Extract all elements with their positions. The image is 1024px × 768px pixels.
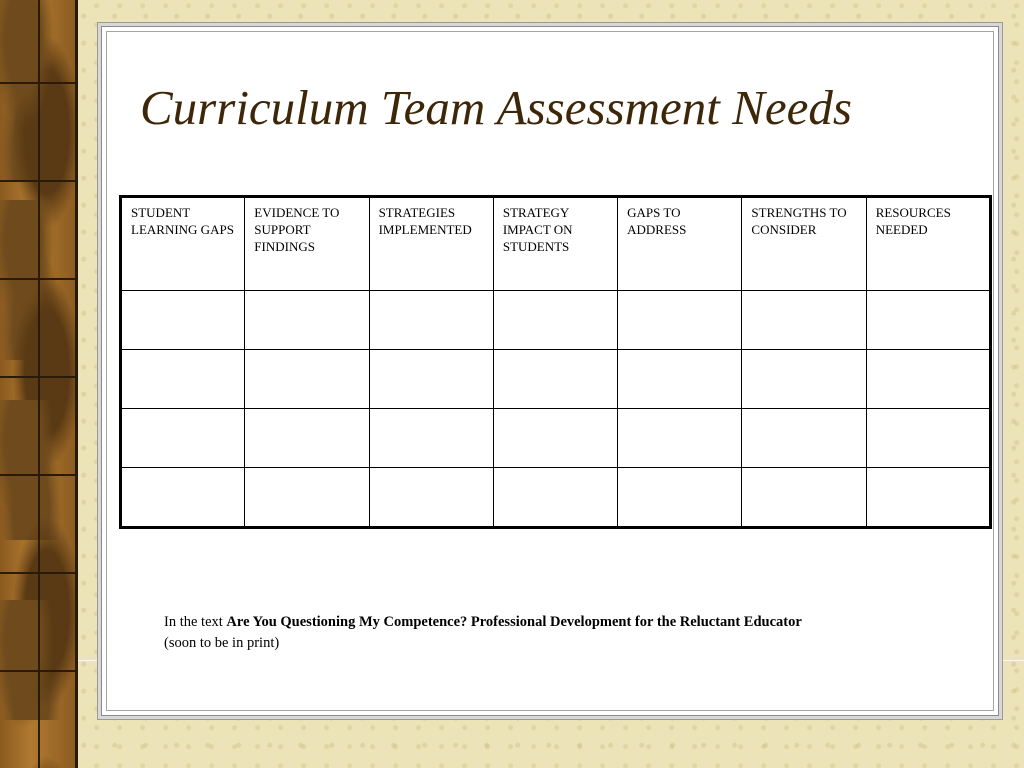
column-header-strategy-impact: STRATEGY IMPACT ON STUDENTS [493, 197, 617, 291]
table-cell [618, 350, 742, 409]
table-cell [121, 409, 245, 468]
table-row [121, 350, 991, 409]
table-cell [493, 291, 617, 350]
table-cell [369, 409, 493, 468]
table-cell [369, 468, 493, 528]
table-cell [618, 409, 742, 468]
table-cell [742, 291, 866, 350]
column-header-evidence: EVIDENCE TO SUPPORT FINDINGS [245, 197, 369, 291]
marble-edge-line [75, 0, 78, 768]
assessment-table [119, 195, 992, 529]
slide-title: Curriculum Team Assessment Needs [140, 80, 852, 135]
table-cell [245, 468, 369, 528]
table-cell [742, 468, 866, 528]
marble-divider-line [38, 0, 40, 768]
table-cell [245, 350, 369, 409]
table-cell [121, 350, 245, 409]
table-cell [369, 350, 493, 409]
table-cell [866, 409, 990, 468]
table-row [121, 409, 991, 468]
table-cell [866, 291, 990, 350]
table-cell [493, 468, 617, 528]
table-cell [618, 291, 742, 350]
column-header-strategies-implemented: STRATEGIES IMPLEMENTED [369, 197, 493, 291]
table-header-row [121, 197, 991, 291]
table-row [121, 291, 991, 350]
table-cell [866, 350, 990, 409]
caption-suffix: (soon to be in print) [164, 635, 280, 651]
caption-book-title: Are You Questioning My Competence? Professional Development for the Reluctant Educator [226, 614, 802, 630]
marble-border-strip [0, 0, 78, 768]
column-header-student-learning-gaps: STUDENT LEARNING GAPS [121, 197, 245, 291]
table-row [121, 468, 991, 528]
caption-prefix: In the text [164, 614, 227, 630]
slide-panel [101, 26, 999, 716]
table-cell [618, 468, 742, 528]
table-cell [121, 291, 245, 350]
source-caption [164, 612, 804, 654]
table-cell [245, 409, 369, 468]
table-cell [121, 468, 245, 528]
column-header-strengths: STRENGTHS TO CONSIDER [742, 197, 866, 291]
table-cell [742, 409, 866, 468]
table-cell [245, 291, 369, 350]
table-cell [866, 468, 990, 528]
column-header-gaps-to-address: GAPS TO ADDRESS [618, 197, 742, 291]
table-cell [493, 409, 617, 468]
table-cell [742, 350, 866, 409]
column-header-resources-needed: RESOURCES NEEDED [866, 197, 990, 291]
table-cell [369, 291, 493, 350]
table-cell [493, 350, 617, 409]
